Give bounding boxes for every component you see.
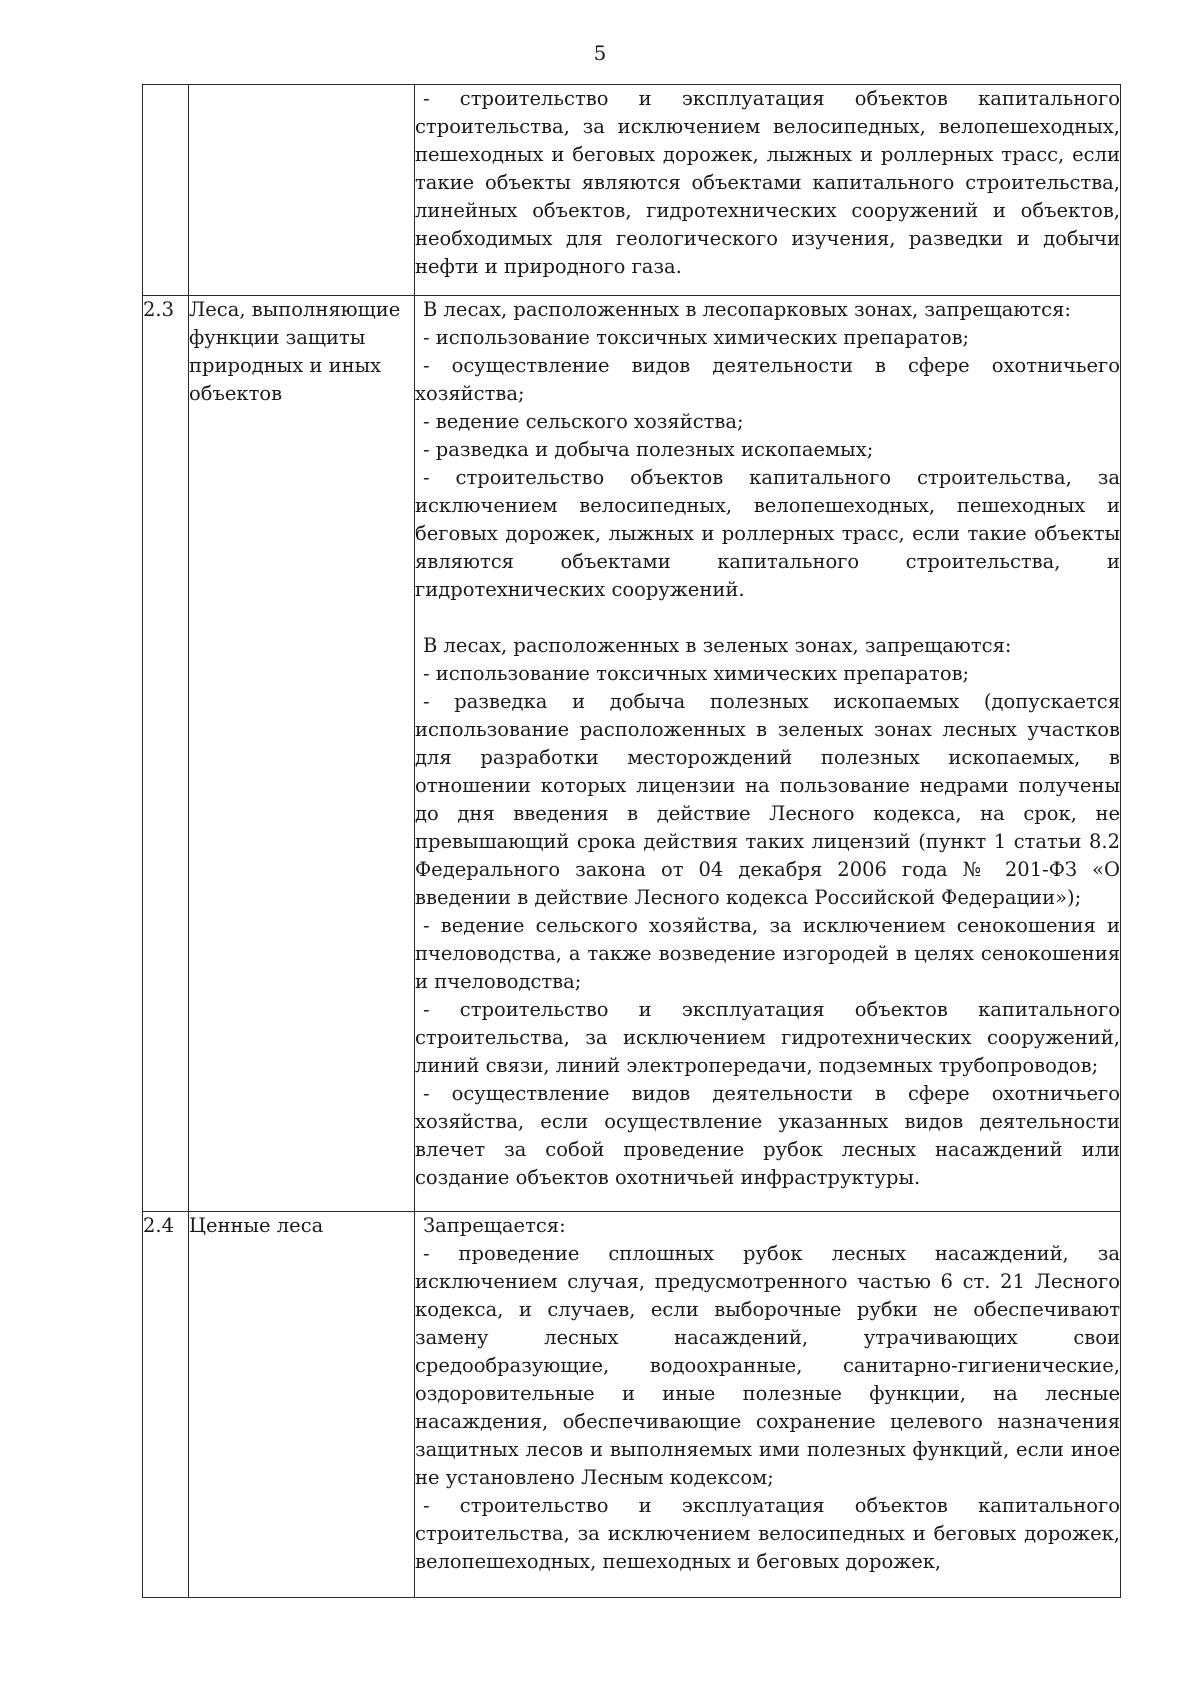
forest-restrictions-table bbox=[142, 84, 1121, 1598]
forest-category-cell bbox=[189, 85, 415, 296]
table-row bbox=[143, 1212, 1121, 1598]
restriction-paragraph: - разведка и добыча полезных ископаемых; bbox=[423, 438, 874, 461]
restriction-paragraph: - ведение сельского хозяйства, за исключением сенокошения и пчеловодства, а также возведение изгородей в целях сенокошения и пчеловодства; bbox=[415, 914, 1120, 993]
restriction-paragraph: - строительство и эксплуатация объектов капитального строительства, за исключением велосипедных и беговых дорожек, велопешеходных, пешеходных и беговых дорожек, bbox=[415, 1494, 1120, 1573]
table-row bbox=[143, 296, 1121, 1212]
page-number: 5 bbox=[593, 41, 607, 65]
restriction-paragraph: - использование токсичных химических препаратов; bbox=[423, 326, 970, 349]
section-heading: Запрещается: bbox=[423, 1214, 566, 1237]
row-number-cell bbox=[143, 85, 189, 296]
restrictions-cell bbox=[415, 85, 1121, 296]
restriction-paragraph: - строительство и эксплуатация объектов капитального строительства, за исключением велосипедных, велопешеходных, пешеходных и беговых дорожек, лыжных и роллерных трасс, если такие объекты являются объектами капитального строительства, линейных объектов, гидротехнических сооружений и объектов, необходимых для геологического изучения, разведки и добычи нефти и природного газа. bbox=[415, 87, 1120, 278]
restriction-paragraph: - ведение сельского хозяйства; bbox=[423, 410, 744, 433]
restriction-paragraph: - строительство и эксплуатация объектов капитального строительства, за исключением гидротехнических сооружений, линий связи, линий электропередачи, подземных трубопроводов; bbox=[415, 998, 1120, 1077]
restriction-paragraph: - использование токсичных химических препаратов; bbox=[423, 662, 970, 685]
row-number-cell: 2.4 bbox=[143, 1212, 189, 1598]
restriction-paragraph: - проведение сплошных рубок лесных насаждений, за исключением случая, предусмотренного частью 6 ст. 21 Лесного кодекса, и случаев, если выборочные рубки не обеспечивают замену лесных насаждений, утрачивающих свои средообразующие, водоохранные, санитарно-гигиенические, оздоровительные и иные полезные функции, на лесные насаждения, обеспечивающие сохранение целевого назначения защитных лесов и выполняемых ими полезных функций, если иное не установлено Лесным кодексом; bbox=[415, 1242, 1120, 1489]
restriction-paragraph: - строительство объектов капитального строительства, за исключением велосипедных, велопешеходных, пешеходных и беговых дорожек, лыжных и роллерных трасс, если такие объекты являются объектами капитального строительства, и гидротехнических сооружений. bbox=[415, 466, 1120, 601]
restrictions-cell bbox=[415, 1212, 1121, 1598]
restrictions-cell bbox=[415, 296, 1121, 1212]
row-number-cell: 2.3 bbox=[143, 296, 189, 1212]
section-heading: В лесах, расположенных в лесопарковых зонах, запрещаются: bbox=[423, 298, 1071, 321]
restriction-paragraph: - разведка и добыча полезных ископаемых (допускается использование расположенных в зеленых зонах лесных участков для разработки месторождений полезных ископаемых, в отношении которых лицензии на пользование недрами получены до дня введения в действие Лесного кодекса, на срок, не превышающий срока действия таких лицензий (пункт 1 статьи 8.2 Федерального закона от 04 декабря 2006 года № 201-ФЗ «О введении в действие Лесного кодекса Российской Федерации»); bbox=[415, 690, 1120, 909]
restriction-paragraph: - осуществление видов деятельности в сфере охотничьего хозяйства, если осуществление указанных видов деятельности влечет за собой проведение рубок лесных насаждений или создание объектов охотничьей инфраструктуры. bbox=[415, 1082, 1120, 1189]
table-row bbox=[143, 85, 1121, 296]
forest-category-cell: Ценные леса bbox=[189, 1212, 415, 1598]
section-heading: В лесах, расположенных в зеленых зонах, запрещаются: bbox=[423, 634, 1012, 657]
restriction-paragraph: - осуществление видов деятельности в сфере охотничьего хозяйства; bbox=[415, 354, 1120, 405]
paragraph-gap bbox=[415, 604, 1120, 632]
forest-category-cell: Леса, выполняющие функции защиты природных и иных объектов bbox=[189, 296, 415, 1212]
